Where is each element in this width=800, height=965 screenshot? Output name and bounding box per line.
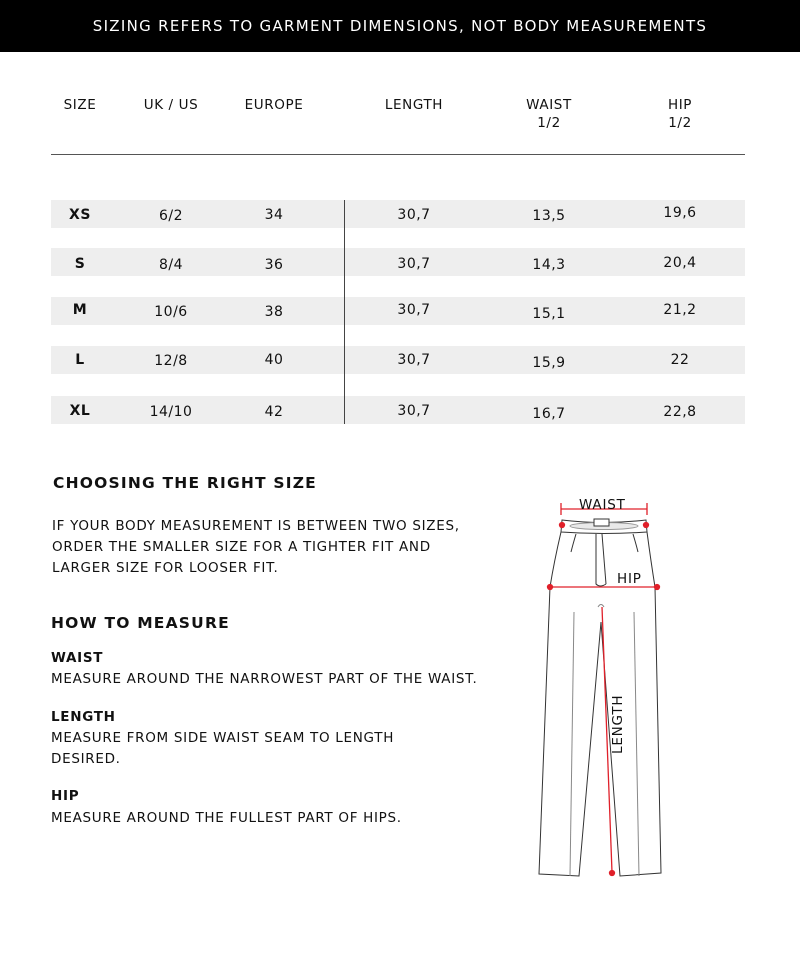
hip-subheading: HIP — [51, 788, 80, 804]
trousers-measurement-illustration — [530, 492, 680, 886]
choosing-size-heading: CHOOSING THE RIGHT SIZE — [53, 474, 317, 492]
cell-length: 30,7 — [397, 207, 431, 223]
cell-waist: 15,9 — [532, 355, 566, 371]
cell-hip: 22,8 — [663, 404, 697, 420]
length-label: LENGTH — [610, 694, 626, 754]
cell-europe: 36 — [264, 257, 284, 273]
cell-uk-us: 10/6 — [154, 304, 188, 320]
col-header-length: LENGTH — [384, 97, 444, 113]
cell-length: 30,7 — [397, 403, 431, 419]
choosing-size-text: IF YOUR BODY MEASUREMENT IS BETWEEN TWO SIZES, ORDER THE SMALLER SIZE FOR A TIGHTER FIT AND LARGER SIZE FOR LOOSER FIT. — [52, 518, 460, 576]
cell-uk-us: 12/8 — [154, 353, 188, 369]
cell-length: 30,7 — [397, 302, 431, 318]
col-header-size: SIZE — [63, 97, 97, 113]
waist-subheading: WAIST — [51, 650, 104, 666]
col-header-europe: EUROPE — [244, 97, 304, 113]
cell-waist: 15,1 — [532, 306, 566, 322]
cell-waist: 13,5 — [532, 208, 566, 224]
col-header-uk-us: UK / US — [143, 97, 199, 113]
cell-uk-us: 14/10 — [149, 404, 193, 420]
cell-size: M — [72, 302, 88, 318]
cell-waist: 16,7 — [532, 406, 566, 422]
hip-label: HIP — [617, 571, 642, 587]
cell-uk-us: 6/2 — [158, 208, 184, 224]
length-subheading: LENGTH — [51, 709, 116, 725]
hip-instruction: MEASURE AROUND THE FULLEST PART OF HIPS. — [51, 810, 402, 826]
length-instruction: MEASURE FROM SIDE WAIST SEAM TO LENGTH DESIRED. — [51, 730, 395, 767]
cell-europe: 42 — [264, 404, 284, 420]
cell-size: XL — [69, 403, 91, 419]
how-to-measure-heading: HOW TO MEASURE — [51, 614, 230, 632]
sizing-notice-banner: SIZING REFERS TO GARMENT DIMENSIONS, NOT BODY MEASUREMENTS — [0, 0, 800, 52]
cell-length: 30,7 — [397, 352, 431, 368]
cell-europe: 40 — [264, 352, 284, 368]
header-divider — [51, 154, 745, 155]
cell-hip: 19,6 — [663, 205, 697, 221]
cell-hip: 21,2 — [663, 302, 697, 318]
waist-instruction: MEASURE AROUND THE NARROWEST PART OF THE WAIST. — [51, 671, 478, 687]
cell-europe: 34 — [264, 207, 284, 223]
cell-uk-us: 8/4 — [158, 257, 184, 273]
col-header-waist: WAIST 1/2 — [526, 97, 572, 131]
cell-size: S — [74, 256, 86, 272]
waist-label: WAIST — [579, 497, 626, 513]
col-header-hip: HIP 1/2 — [667, 97, 693, 131]
cell-europe: 38 — [264, 304, 284, 320]
cell-hip: 22 — [670, 352, 690, 368]
cell-size: XS — [69, 207, 91, 223]
cell-length: 30,7 — [397, 256, 431, 272]
cell-waist: 14,3 — [532, 257, 566, 273]
cell-size: L — [75, 352, 85, 368]
cell-hip: 20,4 — [663, 255, 697, 271]
column-divider — [344, 200, 345, 424]
